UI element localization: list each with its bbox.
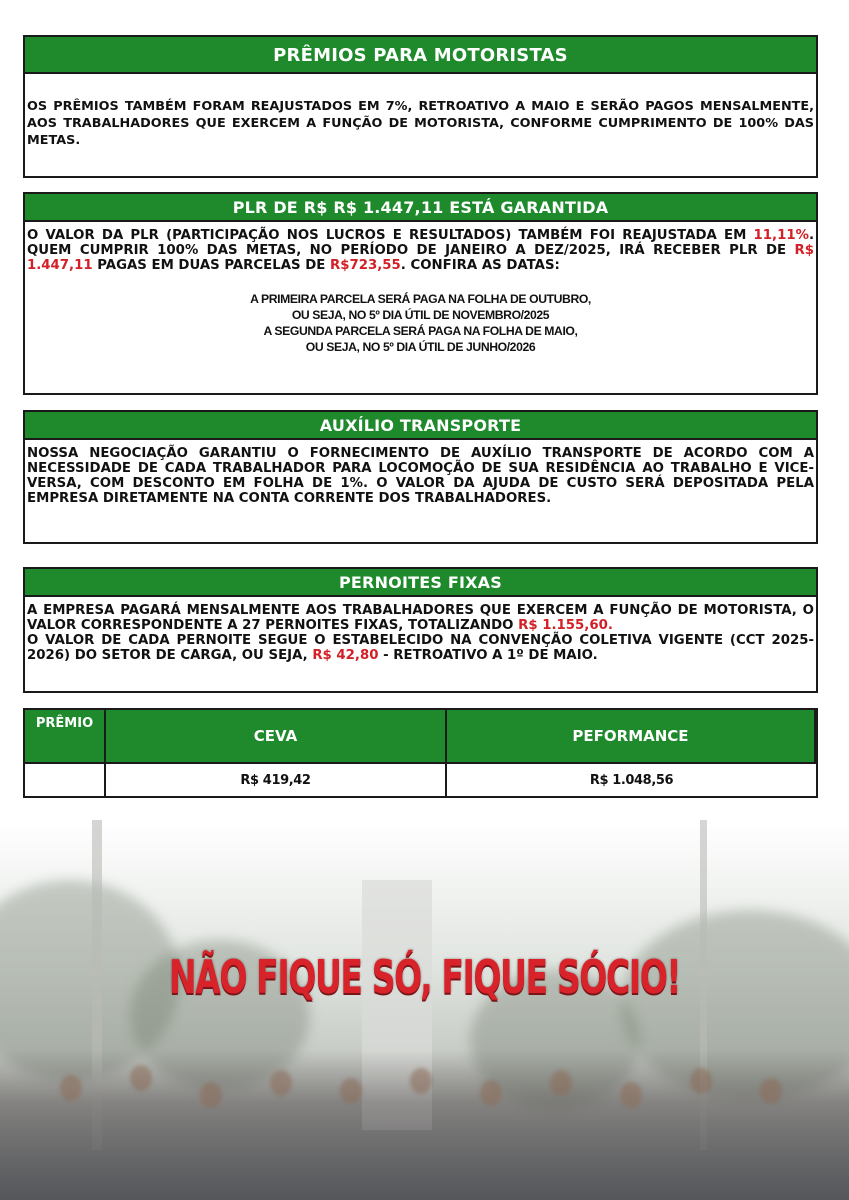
- pernoites-text-part2: O VALOR DE CADA PERNOITE SEGUE O ESTABELECIDO NA CONVENÇÃO COLETIVA VIGENTE (CCT 2025-2026) DO SETOR DE CARGA, OU SEJA,: [27, 633, 814, 663]
- plr-date-line: A SEGUNDA PARCELA SERÁ PAGA NA FOLHA DE MAIO,: [263, 324, 578, 338]
- premios-title: PRÊMIOS PARA MOTORISTAS: [25, 37, 816, 74]
- auxilio-title: AUXÍLIO TRANSPORTE: [25, 412, 816, 440]
- plr-date-line: OU SEJA, NO 5º DIA ÚTIL DE NOVEMBRO/2025: [291, 308, 550, 322]
- plr-text-part1: O VALOR DA PLR (PARTICIPAÇÃO NOS LUCROS E RESULTADOS) TAMBÉM FOI REAJUSTADA EM: [27, 228, 754, 243]
- plr-text-part3: PAGAS EM DUAS PARCELAS DE: [92, 258, 330, 273]
- plr-text-part2: . QUEM CUMPRIR 100% DAS METAS, NO PERÍODO DE JANEIRO A DEZ/2025, IRÁ RECEBER PLR DE: [27, 228, 814, 258]
- pernoites-section: [23, 567, 818, 693]
- plr-date-line: A PRIMEIRA PARCELA SERÁ PAGA NA FOLHA DE OUTUBRO,: [250, 292, 591, 306]
- premios-text: OS PRÊMIOS TAMBÉM FORAM REAJUSTADOS EM 7%, RETROATIVO A MAIO E SERÃO PAGOS MENSALMENTE, AOS TRABALHADORES QUE EXERCEM A FUNÇÃO DE MOTORISTA, CONFORME CUMPRIMENTO DE 100% DAS METAS.: [27, 99, 814, 148]
- premios-section: [23, 35, 818, 178]
- plr-title: PLR DE R$ R$ 1.447,11 ESTÁ GARANTIDA: [25, 194, 816, 222]
- table-header-ceva: CEVA: [106, 710, 447, 764]
- plr-date-line: OU SEJA, NO 5º DIA ÚTIL DE JUNHO/2026: [305, 340, 536, 354]
- table-cell-ceva: R$ 419,42: [106, 764, 447, 796]
- plr-section: [23, 192, 818, 395]
- table-cell-premio: [25, 764, 106, 796]
- pernoites-total: R$ 1.155,60.: [518, 618, 613, 633]
- premio-table: [23, 708, 818, 798]
- auxilio-text: NOSSA NEGOCIAÇÃO GARANTIU O FORNECIMENTO DE AUXÍLIO TRANSPORTE DE ACORDO COM A NECESSIDADE DE CADA TRABALHADOR PARA LOCOMOÇÃO DE SUA RESIDÊNCIA AO TRABALHO E VICE-VERSA, COM DESCONTO EM FOLHA DE 1%. O VALOR DA AJUDA DE CUSTO SERÁ DEPOSITADA PELA EMPRESA DIRETAMENTE NA CONTA CORRENTE DOS TRABALHADORES.: [27, 446, 814, 506]
- pernoites-each: R$ 42,80: [312, 648, 379, 663]
- pernoites-text: [25, 597, 816, 663]
- plr-installment: R$723,55: [329, 258, 401, 273]
- plr-text-part4: . CONFIRA AS DATAS:: [400, 258, 560, 273]
- slogan: NÃO FIQUE SÓ, FIQUE SÓCIO!: [168, 950, 681, 1004]
- pernoites-title: PERNOITES FIXAS: [25, 569, 816, 597]
- workers-photo: [0, 820, 849, 1200]
- table-header-premio: PRÊMIO: [25, 710, 106, 764]
- table-header-performance: PEFORMANCE: [447, 710, 816, 764]
- pernoites-text-part3: - RETROATIVO A 1º DE MAIO.: [378, 648, 598, 663]
- auxilio-section: [23, 410, 818, 544]
- plr-percentage: 11,11%: [753, 228, 809, 243]
- plr-dates: [27, 291, 814, 355]
- plr-text: [25, 222, 816, 355]
- plr-value: R$ 1.447,11: [27, 243, 814, 273]
- table-cell-performance: R$ 1.048,56: [589, 772, 674, 788]
- pernoites-text-part1: A EMPRESA PAGARÁ MENSALMENTE AOS TRABALHADORES QUE EXERCEM A FUNÇÃO DE MOTORISTA, O VALOR CORRESPONDENTE A 27 PERNOITES FIXAS, TOTALIZANDO: [27, 603, 814, 633]
